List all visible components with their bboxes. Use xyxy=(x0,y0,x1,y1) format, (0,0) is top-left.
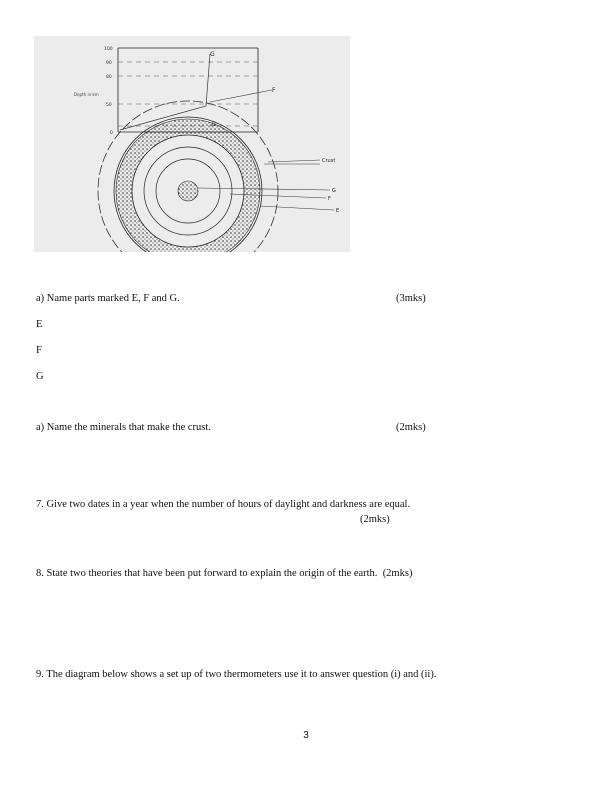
page-number: 3 xyxy=(303,730,309,741)
y-tick: 80 xyxy=(106,75,112,80)
answer-label-g: G xyxy=(36,371,44,382)
graph-label-g: G xyxy=(210,51,215,58)
question-7-text: 7. Give two dates in a year when the number of hours of daylight and darkness are equal. xyxy=(36,499,411,510)
answer-label-f: F xyxy=(36,345,42,356)
answer-label-e: E xyxy=(36,319,43,330)
question-8-marks: (2mks) xyxy=(382,568,413,579)
side-label: Depth in km xyxy=(74,92,99,97)
question-7-marks: (2mks) xyxy=(360,514,390,525)
question-8-text xyxy=(36,567,412,580)
graph-label-f: F xyxy=(272,87,276,94)
label-f: F xyxy=(328,196,331,202)
question-6a-marks: (3mks) xyxy=(396,293,426,304)
label-e: E xyxy=(336,208,340,214)
y-tick: 50 xyxy=(106,103,112,108)
question-6b-text: a) Name the minerals that make the crust. xyxy=(36,422,211,433)
question-6b-marks: (2mks) xyxy=(396,422,426,433)
earth-structure-figure xyxy=(34,36,350,252)
question-8-body: 8. State two theories that have been put forward to explain the origin of the earth. xyxy=(36,568,378,579)
label-g: G xyxy=(332,188,336,194)
question-9-text: 9. The diagram below shows a set up of two thermometers use it to answer question (i) and (ii). xyxy=(36,669,437,680)
question-6a-text: a) Name parts marked E, F and G. xyxy=(36,293,180,304)
y-tick: 90 xyxy=(106,61,112,66)
label-crust: Crust xyxy=(322,158,336,164)
y-tick: 100 xyxy=(104,47,113,52)
y-tick: 0 xyxy=(110,131,113,136)
